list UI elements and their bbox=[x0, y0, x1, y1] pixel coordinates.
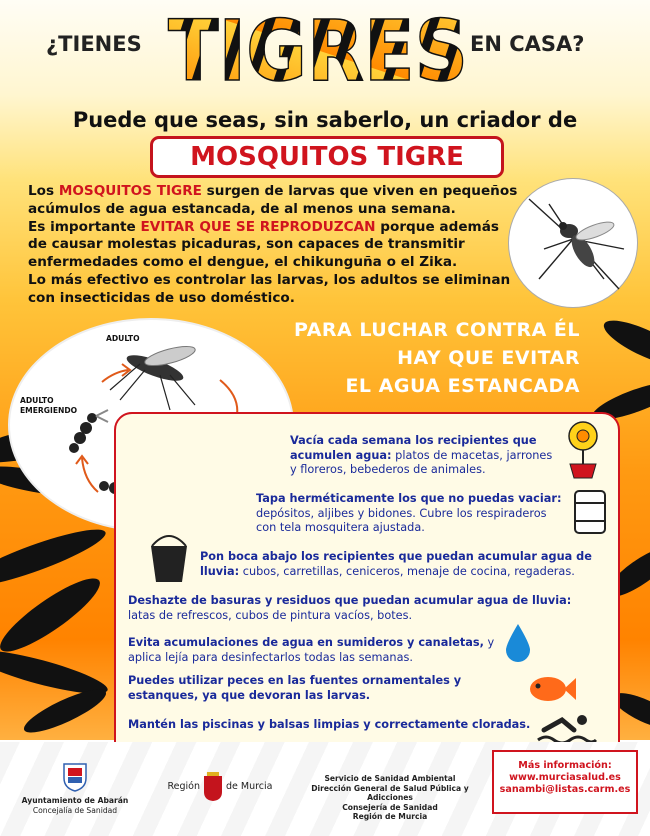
tip-1-bold: Vacía cada semana los recipientes que acumulen agua: bbox=[290, 434, 537, 462]
region-murcia-crest-icon bbox=[202, 770, 224, 802]
cta-line-3: EL AGUA ESTANCADA bbox=[345, 375, 580, 397]
tip-4 bbox=[128, 594, 600, 623]
bucket-icon bbox=[146, 530, 192, 584]
intro-p1-lead: Los bbox=[28, 183, 59, 199]
info-web-link[interactable]: www.murciasalud.es bbox=[509, 772, 621, 783]
mosquito-illustration bbox=[508, 178, 638, 308]
footer-ayuntamiento: Ayuntamiento de Abarán bbox=[21, 796, 129, 805]
tip-5 bbox=[128, 636, 506, 665]
flower-pot-icon bbox=[562, 418, 604, 480]
cta-line-2: HAY QUE EVITAR bbox=[397, 347, 580, 369]
tip-2 bbox=[256, 492, 566, 536]
mosquito-icon bbox=[509, 179, 637, 307]
tip-3 bbox=[200, 550, 600, 579]
tip-7-bold: Mantén las piscinas y balsas limpias y correctamente cloradas. bbox=[128, 718, 531, 731]
call-to-action bbox=[250, 316, 580, 400]
tip-1 bbox=[290, 434, 560, 478]
info-mail-link[interactable]: sanambi@listas.carm.es bbox=[499, 784, 631, 795]
label-adulto: ADULTO bbox=[106, 334, 140, 343]
cta-line-1: PARA LUCHAR CONTRA ÉL bbox=[294, 319, 580, 341]
emerging-adult-icon bbox=[69, 410, 108, 453]
tip-5-bold: Evita acumulaciones de agua en sumideros y canaletas, bbox=[128, 636, 484, 649]
header-right-text: EN CASA? bbox=[470, 32, 585, 56]
footer-servicio-4: Región de Murcia bbox=[352, 812, 428, 822]
water-drop-icon bbox=[504, 622, 532, 664]
fish-icon bbox=[526, 672, 578, 706]
tip-6-bold: Puedes utilizar peces en las fuentes ornamentales y estanques, ya que devoran las larvas. bbox=[128, 674, 462, 702]
banner-mosquitos-tigre: MOSQUITOS TIGRE bbox=[150, 136, 504, 178]
tip-5-rest: y aplica lejía para desinfectarlos todas las semanas. bbox=[128, 636, 495, 664]
info-box bbox=[492, 750, 638, 814]
tip-4-rest: latas de refrescos, cubos de pintura vacíos, botes. bbox=[128, 608, 413, 622]
intro-p2-rest: porque además de causar molestas picaduras, son capaces de transmitir enfermedades como el dengue, el chikunguña o el Zika. bbox=[28, 218, 499, 271]
intro-p2-lead: Es importante bbox=[28, 218, 141, 235]
info-title: Más información: bbox=[518, 760, 612, 771]
footer-servicio-2: Dirección General de Salud Pública y Adicciones bbox=[311, 783, 469, 803]
intro-p1-rest: surgen de larvas que viven en pequeños acúmulos de agua estancada, de al menos una semana. bbox=[28, 183, 518, 217]
header-left-text: ¿TIENES bbox=[46, 32, 142, 56]
abaran-crest-icon bbox=[62, 760, 88, 792]
tip-6 bbox=[128, 674, 508, 703]
footer-region-left: Región bbox=[167, 781, 200, 792]
intro-text bbox=[28, 183, 518, 308]
tip-3-bold: Pon boca abajo los recipientes que puedan acumular agua de lluvia: bbox=[200, 550, 592, 578]
label-emerging-1: ADULTO bbox=[20, 396, 54, 405]
subheading: Puede que seas, sin saberlo, un criador de bbox=[72, 108, 578, 132]
intro-p3: Lo más efectivo es controlar las larvas, los adultos se eliminan con insecticidas de uso doméstico. bbox=[28, 271, 511, 306]
barrel-icon bbox=[572, 488, 608, 536]
tip-2-bold: Tapa herméticamente los que no puedas vaciar: bbox=[256, 492, 562, 505]
tip-2-rest: depósitos, aljibes y bidones. Cubre los respiraderos con tela mosquitera ajustada. bbox=[256, 506, 547, 535]
label-emerging-2: EMERGIENDO bbox=[20, 406, 78, 415]
tip-1-rest: platos de macetas, jarrones y floreros, bebederos de animales. bbox=[290, 448, 553, 477]
footer-concejalia: Concejalía de Sanidad bbox=[32, 806, 118, 815]
intro-p1-red: MOSQUITOS TIGRE bbox=[58, 183, 202, 199]
footer-servicio bbox=[300, 774, 480, 822]
tigres-title bbox=[163, 0, 473, 92]
tip-7 bbox=[128, 718, 558, 733]
tip-4-bold: Deshazte de basuras y residuos que puedan acumular agua de lluvia: bbox=[128, 594, 572, 607]
footer-servicio-3: Consejería de Sanidad bbox=[342, 802, 438, 812]
tip-3-rest: cubos, carretillas, ceniceros, menaje de cocina, regaderas. bbox=[239, 564, 575, 578]
intro-p2-red: EVITAR QUE SE REPRODUZCAN bbox=[140, 218, 376, 235]
footer-region-right: de Murcia bbox=[226, 781, 273, 792]
footer-servicio-1: Servicio de Sanidad Ambiental bbox=[324, 774, 456, 783]
tips-panel bbox=[114, 412, 620, 770]
tigres-title-text: TIGRES bbox=[168, 2, 468, 92]
